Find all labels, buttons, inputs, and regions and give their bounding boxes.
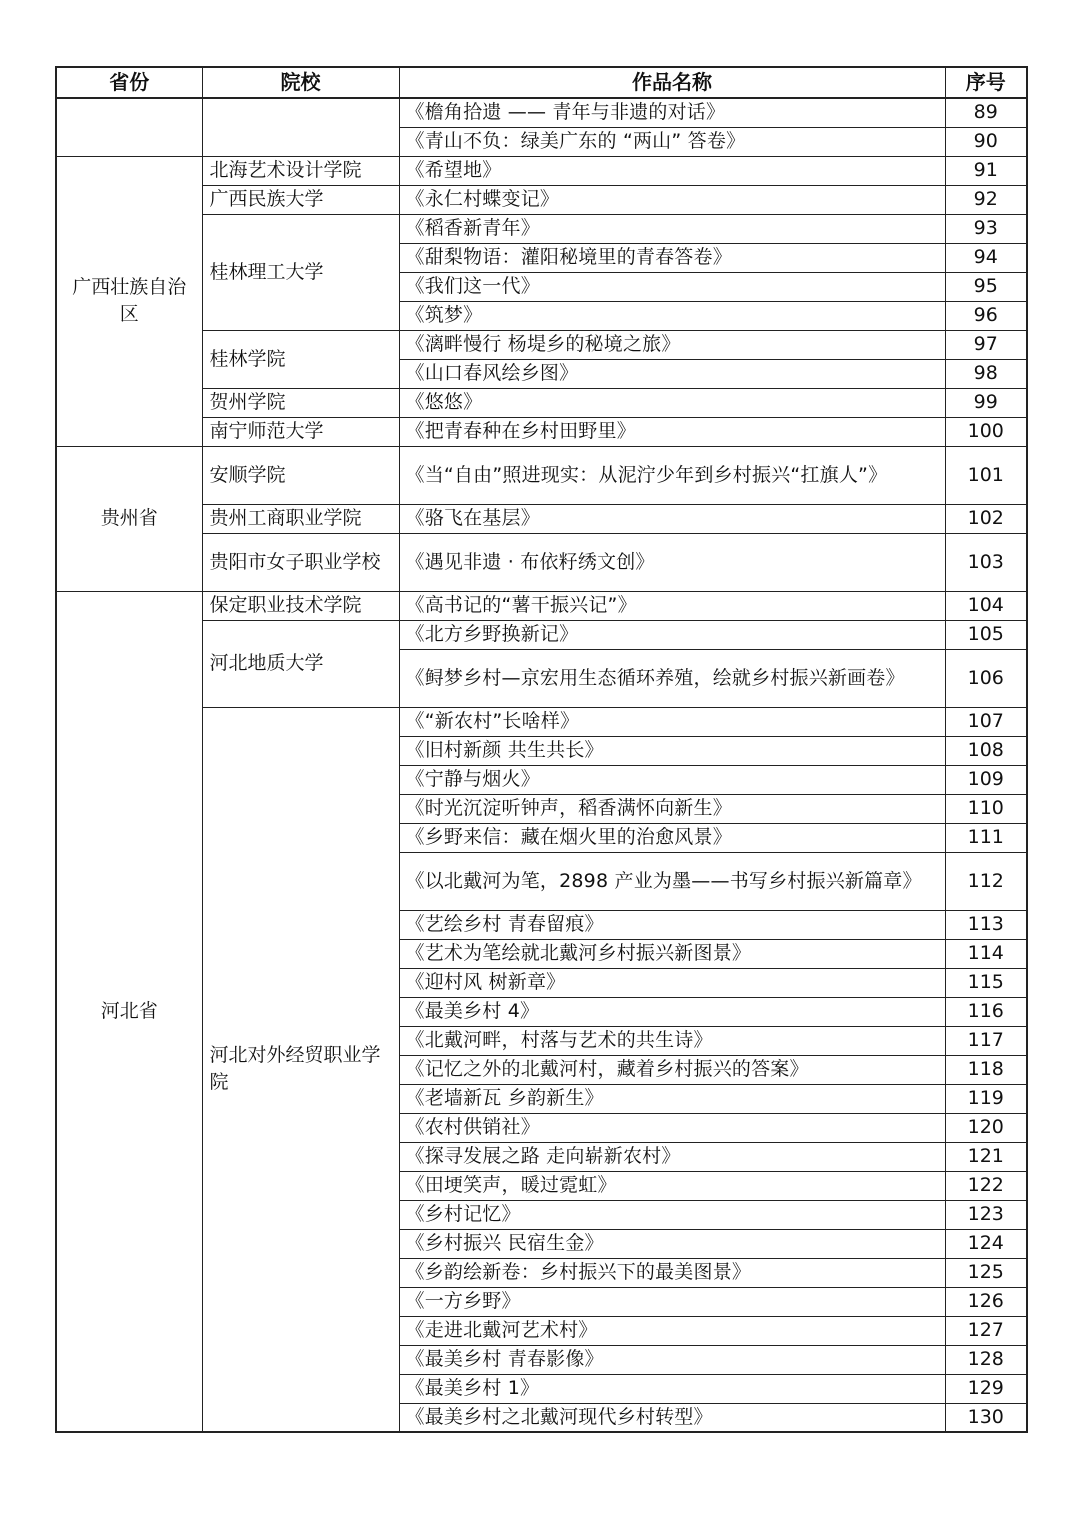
school-cell: 河北对外经贸职业学院 xyxy=(202,707,399,1432)
work-title-cell: 《走进北戴河艺术村》 xyxy=(399,1316,945,1345)
work-number-cell: 104 xyxy=(945,591,1027,620)
work-number-cell: 129 xyxy=(945,1374,1027,1403)
work-title-cell: 《探寻发展之路 走向崭新农村》 xyxy=(399,1142,945,1171)
work-title-cell: 《以北戴河为笔，2898 产业为墨——书写乡村振兴新篇章》 xyxy=(399,852,945,910)
work-title-cell: 《最美乡村 青春影像》 xyxy=(399,1345,945,1374)
table-row xyxy=(56,156,1027,185)
work-title-cell: 《最美乡村 1》 xyxy=(399,1374,945,1403)
school-cell: 南宁师范大学 xyxy=(202,417,399,446)
work-title-cell: 《一方乡野》 xyxy=(399,1287,945,1316)
province-cell: 贵州省 xyxy=(56,446,202,591)
work-number-cell: 106 xyxy=(945,649,1027,707)
work-number-cell: 100 xyxy=(945,417,1027,446)
table-row xyxy=(56,388,1027,417)
work-title-cell: 《青山不负：绿美广东的 “两山” 答卷》 xyxy=(399,127,945,156)
work-number-cell: 101 xyxy=(945,446,1027,504)
table-row xyxy=(56,707,1027,736)
work-title-cell: 《漓畔慢行 杨堤乡的秘境之旅》 xyxy=(399,330,945,359)
work-number-cell: 89 xyxy=(945,98,1027,127)
school-cell: 广西民族大学 xyxy=(202,185,399,214)
table-row xyxy=(56,417,1027,446)
work-number-cell: 118 xyxy=(945,1055,1027,1084)
work-number-cell: 98 xyxy=(945,359,1027,388)
work-title-cell: 《甜梨物语：灌阳秘境里的青春答卷》 xyxy=(399,243,945,272)
work-number-cell: 99 xyxy=(945,388,1027,417)
work-title-cell: 《骆飞在基层》 xyxy=(399,504,945,533)
work-number-cell: 124 xyxy=(945,1229,1027,1258)
table-row xyxy=(56,214,1027,243)
work-number-cell: 95 xyxy=(945,272,1027,301)
work-number-cell: 126 xyxy=(945,1287,1027,1316)
header-province: 省份 xyxy=(56,67,202,98)
work-number-cell: 110 xyxy=(945,794,1027,823)
work-number-cell: 91 xyxy=(945,156,1027,185)
work-title-cell: 《乡村记忆》 xyxy=(399,1200,945,1229)
work-number-cell: 107 xyxy=(945,707,1027,736)
table-row xyxy=(56,620,1027,649)
work-title-cell: 《鲟梦乡村—京宏用生态循环养殖，绘就乡村振兴新画卷》 xyxy=(399,649,945,707)
work-number-cell: 113 xyxy=(945,910,1027,939)
work-number-cell: 122 xyxy=(945,1171,1027,1200)
work-number-cell: 127 xyxy=(945,1316,1027,1345)
work-title-cell: 《檐角拾遗 —— 青年与非遗的对话》 xyxy=(399,98,945,127)
work-number-cell: 128 xyxy=(945,1345,1027,1374)
work-title-cell: 《永仁村蝶变记》 xyxy=(399,185,945,214)
work-title-cell: 《把青春种在乡村田野里》 xyxy=(399,417,945,446)
work-title-cell: 《山口春风绘乡图》 xyxy=(399,359,945,388)
work-number-cell: 105 xyxy=(945,620,1027,649)
work-title-cell: 《艺术为笔绘就北戴河乡村振兴新图景》 xyxy=(399,939,945,968)
work-title-cell: 《旧村新颜 共生共长》 xyxy=(399,736,945,765)
school-cell: 桂林理工大学 xyxy=(202,214,399,330)
header-title: 作品名称 xyxy=(399,67,945,98)
work-number-cell: 94 xyxy=(945,243,1027,272)
school-cell: 河北地质大学 xyxy=(202,620,399,707)
work-title-cell: 《迎村风 树新章》 xyxy=(399,968,945,997)
school-cell: 保定职业技术学院 xyxy=(202,591,399,620)
work-number-cell: 102 xyxy=(945,504,1027,533)
work-title-cell: 《时光沉淀听钟声，稻香满怀向新生》 xyxy=(399,794,945,823)
province-cell: 广西壮族自治区 xyxy=(56,156,202,446)
work-number-cell: 120 xyxy=(945,1113,1027,1142)
work-title-cell: 《稻香新青年》 xyxy=(399,214,945,243)
work-title-cell: 《北方乡野换新记》 xyxy=(399,620,945,649)
work-title-cell: 《筑梦》 xyxy=(399,301,945,330)
work-title-cell: 《宁静与烟火》 xyxy=(399,765,945,794)
table-body xyxy=(56,98,1027,1432)
work-number-cell: 96 xyxy=(945,301,1027,330)
work-title-cell: 《乡村振兴 民宿生金》 xyxy=(399,1229,945,1258)
table-row xyxy=(56,185,1027,214)
works-table xyxy=(55,66,1028,1433)
work-number-cell: 125 xyxy=(945,1258,1027,1287)
work-number-cell: 115 xyxy=(945,968,1027,997)
work-title-cell: 《农村供销社》 xyxy=(399,1113,945,1142)
work-number-cell: 90 xyxy=(945,127,1027,156)
work-number-cell: 123 xyxy=(945,1200,1027,1229)
work-number-cell: 117 xyxy=(945,1026,1027,1055)
work-number-cell: 114 xyxy=(945,939,1027,968)
work-title-cell: 《最美乡村 4》 xyxy=(399,997,945,1026)
work-number-cell: 109 xyxy=(945,765,1027,794)
table-header-row xyxy=(56,67,1027,98)
province-cell: 河北省 xyxy=(56,591,202,1432)
work-title-cell: 《乡野来信：藏在烟火里的治愈风景》 xyxy=(399,823,945,852)
table-row xyxy=(56,446,1027,504)
school-cell: 桂林学院 xyxy=(202,330,399,388)
work-number-cell: 119 xyxy=(945,1084,1027,1113)
work-number-cell: 121 xyxy=(945,1142,1027,1171)
work-title-cell: 《艺绘乡村 青春留痕》 xyxy=(399,910,945,939)
work-number-cell: 103 xyxy=(945,533,1027,591)
school-cell: 贵阳市女子职业学校 xyxy=(202,533,399,591)
work-title-cell: 《遇见非遗 · 布依籽绣文创》 xyxy=(399,533,945,591)
work-title-cell: 《悠悠》 xyxy=(399,388,945,417)
school-cell: 北海艺术设计学院 xyxy=(202,156,399,185)
work-title-cell: 《老墙新瓦 乡韵新生》 xyxy=(399,1084,945,1113)
work-number-cell: 93 xyxy=(945,214,1027,243)
work-number-cell: 130 xyxy=(945,1403,1027,1432)
work-title-cell: 《高书记的“薯干振兴记”》 xyxy=(399,591,945,620)
header-number: 序号 xyxy=(945,67,1027,98)
work-title-cell: 《北戴河畔，村落与艺术的共生诗》 xyxy=(399,1026,945,1055)
table-row xyxy=(56,98,1027,127)
work-title-cell: 《希望地》 xyxy=(399,156,945,185)
work-title-cell: 《我们这一代》 xyxy=(399,272,945,301)
work-number-cell: 108 xyxy=(945,736,1027,765)
table-row xyxy=(56,330,1027,359)
table-row xyxy=(56,504,1027,533)
work-number-cell: 92 xyxy=(945,185,1027,214)
work-title-cell: 《田埂笑声，暖过霓虹》 xyxy=(399,1171,945,1200)
work-number-cell: 97 xyxy=(945,330,1027,359)
work-title-cell: 《记忆之外的北戴河村，藏着乡村振兴的答案》 xyxy=(399,1055,945,1084)
school-cell: 安顺学院 xyxy=(202,446,399,504)
work-number-cell: 116 xyxy=(945,997,1027,1026)
school-cell xyxy=(202,98,399,156)
work-title-cell: 《当“自由”照进现实：从泥泞少年到乡村振兴“扛旗人”》 xyxy=(399,446,945,504)
header-school: 院校 xyxy=(202,67,399,98)
table-row xyxy=(56,591,1027,620)
work-title-cell: 《乡韵绘新卷：乡村振兴下的最美图景》 xyxy=(399,1258,945,1287)
work-title-cell: 《“新农村”长啥样》 xyxy=(399,707,945,736)
table-row xyxy=(56,533,1027,591)
province-cell xyxy=(56,98,202,156)
school-cell: 贺州学院 xyxy=(202,388,399,417)
work-number-cell: 111 xyxy=(945,823,1027,852)
school-cell: 贵州工商职业学院 xyxy=(202,504,399,533)
work-number-cell: 112 xyxy=(945,852,1027,910)
work-title-cell: 《最美乡村之北戴河现代乡村转型》 xyxy=(399,1403,945,1432)
